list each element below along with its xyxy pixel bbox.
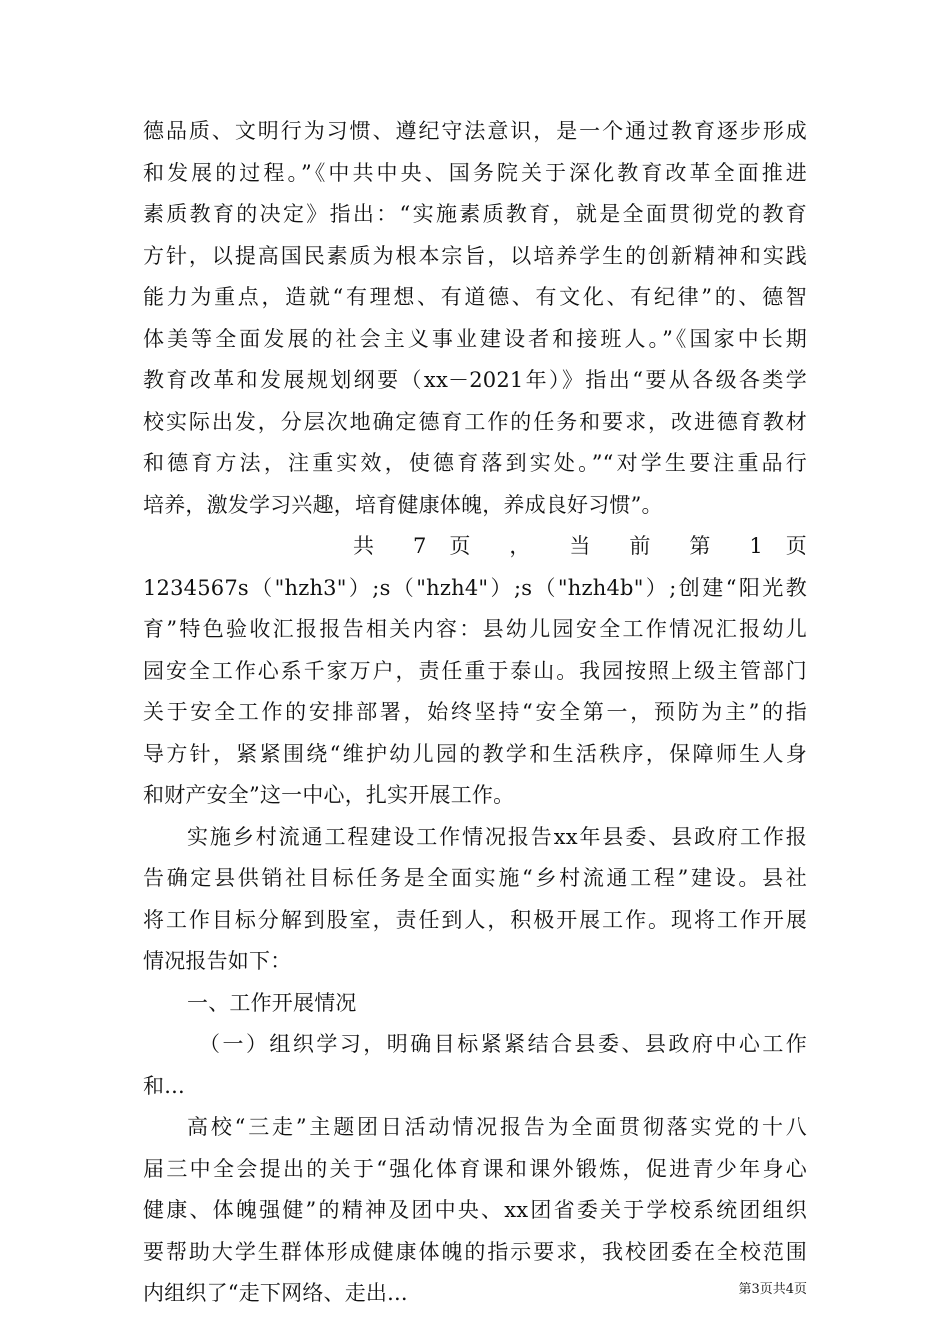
text-line: 育”特色验收汇报报告相关内容：县幼儿园安全工作情况汇报幼儿: [143, 617, 807, 641]
text-line: 实施乡村流通工程建设工作情况报告xx年县委、县政府工作报: [187, 824, 807, 849]
text-line: 教育改革和发展规划纲要（xx－2021年）》指出“要从各级各类学: [143, 368, 807, 392]
text-line: 和...: [143, 1073, 185, 1098]
page-footer: 第3页共4页: [738, 1282, 807, 1297]
text-line: 园安全工作心系千家万户，责任重于泰山。我园按照上级主管部门: [143, 658, 807, 683]
text-line: 培养，激发学习兴趣，培育健康体魄，养成良好习惯”。: [143, 492, 663, 517]
body-text: [143, 111, 807, 1315]
text-line: 素质教育的决定》指出：“实施素质教育，就是全面贯彻党的教育: [143, 202, 807, 226]
text-line: 和发展的过程。”《中共中央、国务院关于深化教育改革全面推进: [143, 160, 807, 185]
text-line: 健康、体魄强健”的精神及团中央、xx团省委关于学校系统团组织: [143, 1198, 807, 1222]
text-line: 体美等全面发展的社会主义事业建设者和接班人。”《国家中长期: [143, 326, 807, 351]
text-line: 内组织了“走下网络、走出...: [143, 1281, 408, 1305]
text-line: 能力为重点，造就“有理想、有道德、有文化、有纪律”的、德智: [143, 285, 807, 309]
text-line: 届三中全会提出的关于“强化体育课和课外锻炼，促进青少年身心: [143, 1156, 807, 1181]
page-counter-line: 共 7 页 ， 当 前 第 1 页: [353, 534, 807, 558]
text-line: 将工作目标分解到股室，责任到人，积极开展工作。现将工作开展: [143, 907, 807, 932]
text-line: 导方针，紧紧围绕“维护幼儿园的教学和生活秩序，保障师生人身: [143, 741, 807, 766]
text-line: 方针，以提高国民素质为根本宗旨，以培养学生的创新精神和实践: [143, 243, 807, 268]
text-line: （一）组织学习，明确目标紧紧结合县委、县政府中心工作: [199, 1032, 807, 1056]
text-line: 情况报告如下：: [143, 949, 292, 973]
text-line: 校实际出发，分层次地确定德育工作的任务和要求，改进德育教材: [143, 409, 807, 434]
text-line: 德品质、文明行为习惯、遵纪守法意识，是一个通过教育逐步形成: [143, 119, 807, 143]
text-line: 和财产安全”这一中心，扎实开展工作。: [143, 783, 515, 807]
section-heading: 一、工作开展情况: [187, 990, 357, 1015]
text-line: 告确定县供销社目标任务是全面实施“乡村流通工程”建设。县社: [143, 866, 807, 890]
text-line: 关于安全工作的安排部署，始终坚持“安全第一，预防为主”的指: [143, 700, 807, 724]
text-line: 和德育方法，注重实效，使德育落到实处。”“对学生要注重品行: [143, 451, 807, 475]
text-line: 高校“三走”主题团日活动情况报告为全面贯彻落实党的十八: [187, 1115, 807, 1139]
text-line: 要帮助大学生群体形成健康体魄的指示要求，我校团委在全校范围: [143, 1239, 807, 1264]
text-line: 1234567s（"hzh3"）;s（"hzh4"）;s（"hzh4b"）;创建“阳光教: [143, 575, 807, 600]
